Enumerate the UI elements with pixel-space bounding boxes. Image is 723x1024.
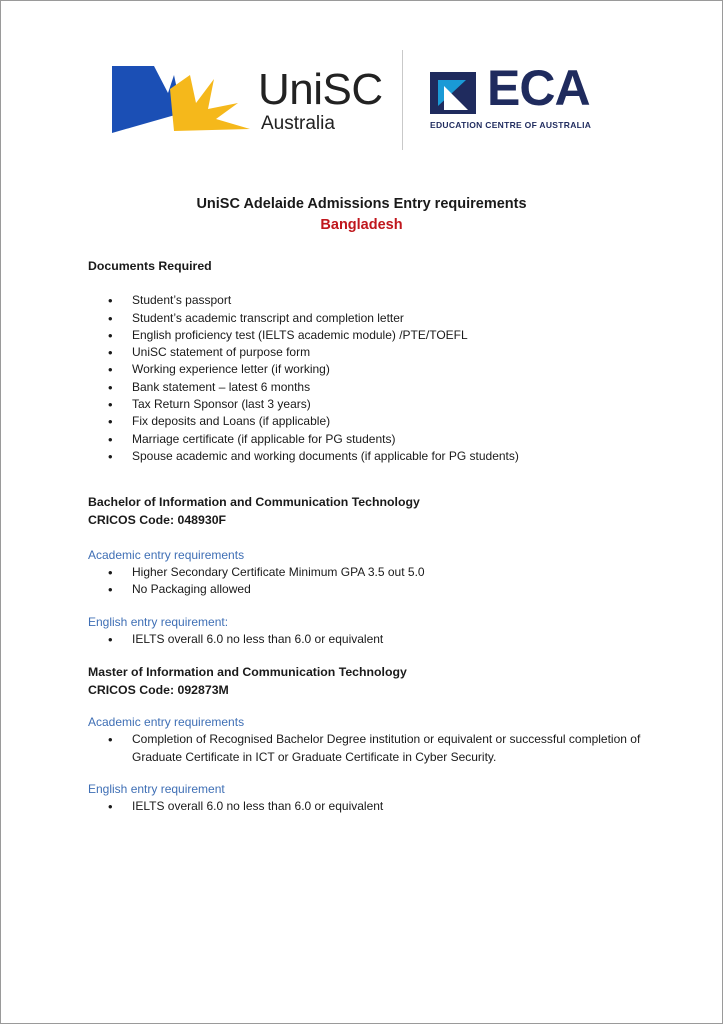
master-academic-list xyxy=(88,731,668,766)
list-item: • Spouse academic and working documents (if applicable for PG students) xyxy=(88,448,668,465)
list-item: • Fix deposits and Loans (if applicable) xyxy=(88,413,668,430)
list-item: • IELTS overall 6.0 no less than 6.0 or equivalent xyxy=(88,798,668,815)
documents-heading: Documents Required xyxy=(88,259,212,273)
bachelor-english-heading: English entry requirement: xyxy=(88,614,229,629)
bachelor-academic-list xyxy=(88,564,668,599)
eca-logo-icon xyxy=(430,72,476,114)
logo-divider xyxy=(402,50,403,150)
master-cricos: CRICOS Code: 092873M xyxy=(88,682,229,697)
bachelor-title: Bachelor of Information and Communication Technology xyxy=(88,495,420,510)
document-body xyxy=(88,258,668,815)
country-heading: Bangladesh xyxy=(320,217,403,233)
master-english-list xyxy=(88,798,668,815)
list-item: • Marriage certificate (if applicable for PG students) xyxy=(88,431,668,448)
page-title: UniSC Adelaide Admissions Entry requirements xyxy=(196,196,527,212)
list-item: • Tax Return Sponsor (last 3 years) xyxy=(88,396,668,413)
bachelor-academic-heading: Academic entry requirements xyxy=(88,547,245,562)
master-english-heading: English entry requirement xyxy=(88,781,225,796)
list-item: • Student’s passport xyxy=(88,292,668,309)
unisc-subtitle: Australia xyxy=(261,113,335,134)
list-item: • Student’s academic transcript and completion letter xyxy=(88,310,668,327)
eca-subtitle: EDUCATION CENTRE OF AUSTRALIA xyxy=(430,120,592,130)
unisc-logo-icon xyxy=(110,63,250,133)
list-item: • No Packaging allowed xyxy=(88,581,668,598)
list-item: • UniSC statement of purpose form xyxy=(88,344,668,361)
list-item: • Working experience letter (if working) xyxy=(88,361,668,378)
list-item: • Higher Secondary Certificate Minimum GPA 3.5 out 5.0 xyxy=(88,564,668,581)
list-item: • English proficiency test (IELTS academic module) /PTE/TOEFL xyxy=(88,327,668,344)
list-item: • Bank statement – latest 6 months xyxy=(88,379,668,396)
documents-list xyxy=(88,292,668,465)
master-title: Master of Information and Communication Technology xyxy=(88,665,407,680)
list-item: • IELTS overall 6.0 no less than 6.0 or equivalent xyxy=(88,631,668,648)
bachelor-english-list xyxy=(88,631,668,648)
bachelor-cricos: CRICOS Code: 048930F xyxy=(88,512,227,527)
list-item: • Completion of Recognised Bachelor Degree institution or equivalent or successful completion of Graduate Certificate in ICT or Graduate Certificate in Cyber Security. xyxy=(88,731,668,766)
unisc-wordmark: UniSC xyxy=(258,65,383,114)
master-academic-heading: Academic entry requirements xyxy=(88,714,245,729)
eca-wordmark: ECA xyxy=(487,60,590,116)
header-logos xyxy=(108,48,628,158)
